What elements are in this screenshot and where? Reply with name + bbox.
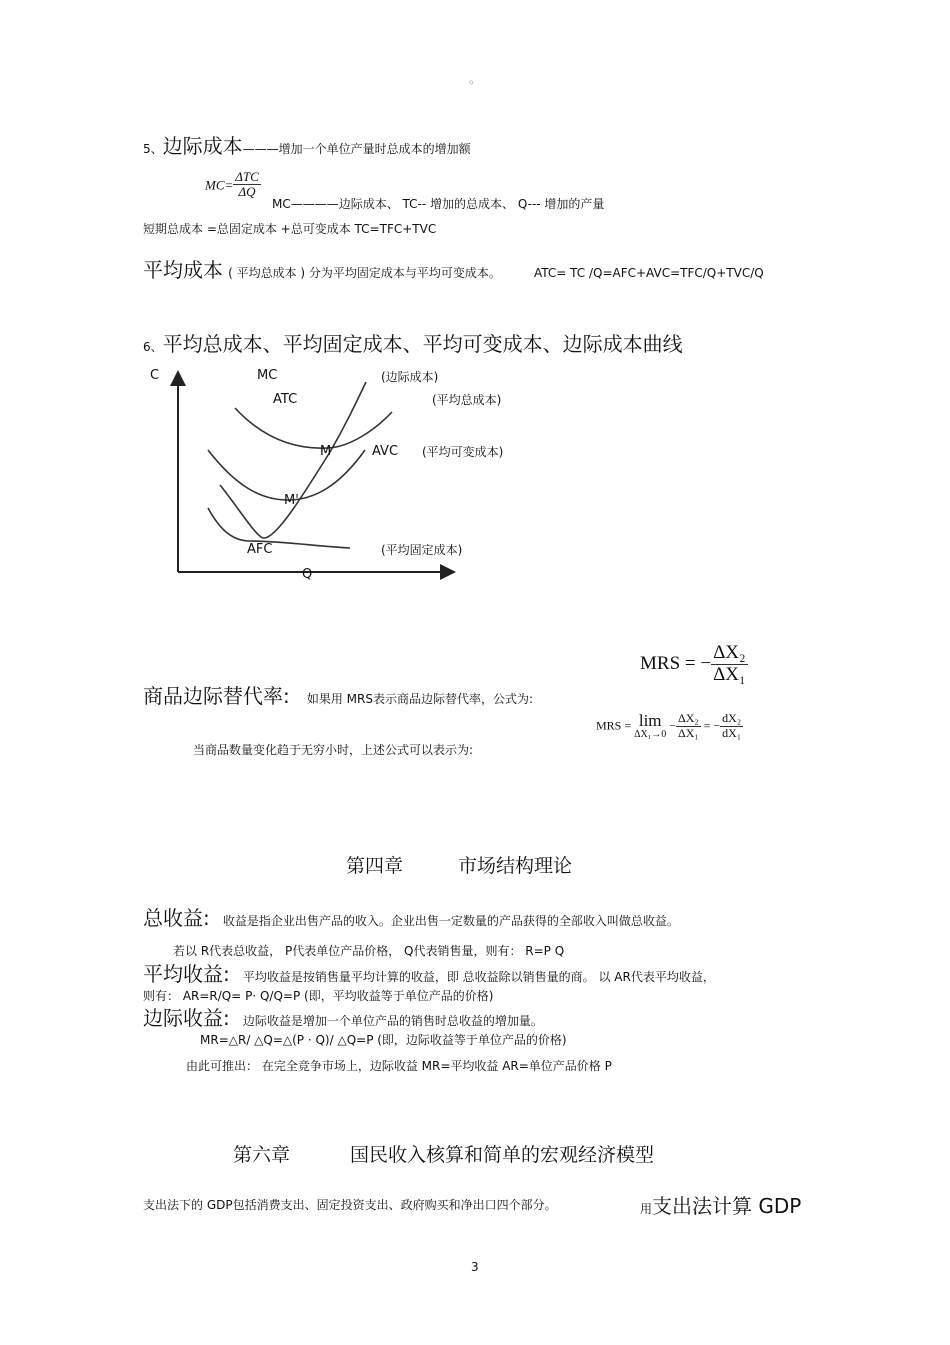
atc-cn-label: (平均总成本) [432,393,502,407]
formula-lhs: MC= [205,177,234,193]
chapter-6-heading [233,1140,654,1167]
mrs-limit-formula: MRS = lim ΔX₁→0 − $\frac{\text{ΔX₂}}{\text{ΔX₁}}$ = − $\frac{\text{dX₂}}{\text{dX₁}}$ [596,711,742,740]
average-revenue-line [143,958,715,987]
page-number: 3 [471,1260,479,1274]
lim-subscript: ΔX₁→0 [634,729,667,740]
average-cost-title: 平均成本 [143,258,223,282]
section-6-heading [143,328,683,357]
total-revenue-line [143,902,679,931]
mrs-desc: 如果用 MRS表示商品边际替代率，公式为: [306,692,534,706]
mrs-numerator: ΔX₂ [713,642,746,663]
mc-cn-label: (边际成本) [381,370,439,384]
x-axis-label: Q [302,567,313,582]
short-run-cost: 短期总成本 =总固定成本 +总可变成本 TC=TFC+TVC [143,222,437,236]
avc-cn-label: (平均可变成本) [422,445,504,459]
marginal-revenue-line [143,1002,543,1031]
formula-denominator: ΔQ [238,184,256,200]
atc-curve [235,408,392,448]
average-revenue-desc: 平均收益是按销售量平均计算的收益，即 总收益除以销售量的商。 以 AR代表平均收益， [242,970,715,984]
formula-fraction [233,170,261,200]
atc-formula: ATC= TC /Q=AFC+AVC=TFC/Q+TVC/Q [534,266,764,280]
mrs-limit-desc: 当商品数量变化趋于无穷小时，上述公式可以表示为: [193,743,474,757]
lim-word: lim [638,711,662,730]
section-title: 平均总成本、平均固定成本、平均可变成本、边际成本曲线 [162,332,683,356]
section-desc: ———增加一个单位产量时总成本的增加额 [242,142,471,156]
point-m-prime-label: M' [284,493,299,508]
average-cost-line [143,254,764,283]
mrs-formula [640,643,748,686]
mc-legend: MC————边际成本、 TC-- 增加的总成本、 Q--- 增加的产量 [272,197,605,211]
revenue-conclusion: 由此可推出： 在完全竞争市场上，边际收益 MR=平均收益 AR=单位产品价格 P [186,1059,612,1073]
gdp-method-heading [640,1190,801,1219]
mc-label: MC [257,368,278,383]
lim-equals: = − [703,718,721,733]
chapter-title: 国民收入核算和简单的宏观经济模型 [350,1144,655,1166]
point-m-label: M [320,444,332,459]
afc-cn-label: (平均固定成本) [381,543,463,557]
formula-numerator: ΔTC [235,169,259,184]
marginal-revenue-formula: MR=△R/ △Q=△(P · Q)/ △Q=P (即，边际收益等于单位产品的价格) [200,1033,567,1047]
lim-numerator-1: ΔX₂ [678,711,699,726]
mrs-formula-lhs: MRS = − [640,652,712,674]
lim-numerator-2: dX₂ [722,711,742,726]
average-revenue-formula: 则有： AR=R/Q= P· Q/Q=P (即，平均收益等于单位产品的价格) [143,989,494,1003]
section-number: 5、 [143,142,163,156]
total-revenue-title: 总收益: [143,906,210,930]
gdp-method-prefix: 用 [640,1202,653,1216]
section-5-heading [143,130,471,159]
atc-label: ATC [273,392,298,407]
average-revenue-title: 平均收益: [143,962,230,986]
lim-fraction-2 [720,712,743,739]
avc-label: AVC [372,444,399,459]
lim-operator [634,712,666,740]
mrs-limit-lhs: MRS = [596,718,632,733]
lim-fraction-1 [676,712,701,739]
chapter-title: 市场结构理论 [458,855,573,877]
marginal-revenue-title: 边际收益: [143,1006,230,1030]
lim-denominator-1: ΔX₁ [678,725,699,740]
marginal-revenue-desc: 边际收益是增加一个单位产品的销售时总收益的增加量。 [242,1014,543,1028]
mrs-heading [143,680,533,709]
chapter-label: 第六章 [233,1144,291,1166]
average-cost-desc: ( 平均总成本 ) 分为平均固定成本与平均可变成本。 [228,266,501,280]
lim-denominator-2: dX₁ [722,725,742,740]
section-number: 6、 [143,340,163,354]
header-mark: 。 [469,72,482,86]
mrs-denominator: ΔX₁ [713,663,746,685]
section-title: 边际成本 [162,134,243,158]
afc-label: AFC [247,542,273,557]
gdp-method-title: 支出法计算 GDP [652,1194,802,1218]
total-revenue-desc: 收益是指企业出售产品的收入。企业出售一定数量的产品获得的全部收入叫做总收益。 [222,914,679,928]
mrs-fraction [711,643,748,686]
chapter-4-heading [346,851,572,878]
total-revenue-formula: 若以 R代表总收益， P代表单位产品价格， Q代表销售量，则有： R=P Q [173,944,565,958]
y-axis-label: C [150,368,160,383]
chapter-label: 第四章 [346,855,404,877]
gdp-desc: 支出法下的 GDP包括消费支出、固定投资支出、政府购买和净出口四个部分。 [143,1198,557,1212]
mrs-title: 商品边际替代率: [143,684,290,708]
mc-formula [205,170,261,200]
